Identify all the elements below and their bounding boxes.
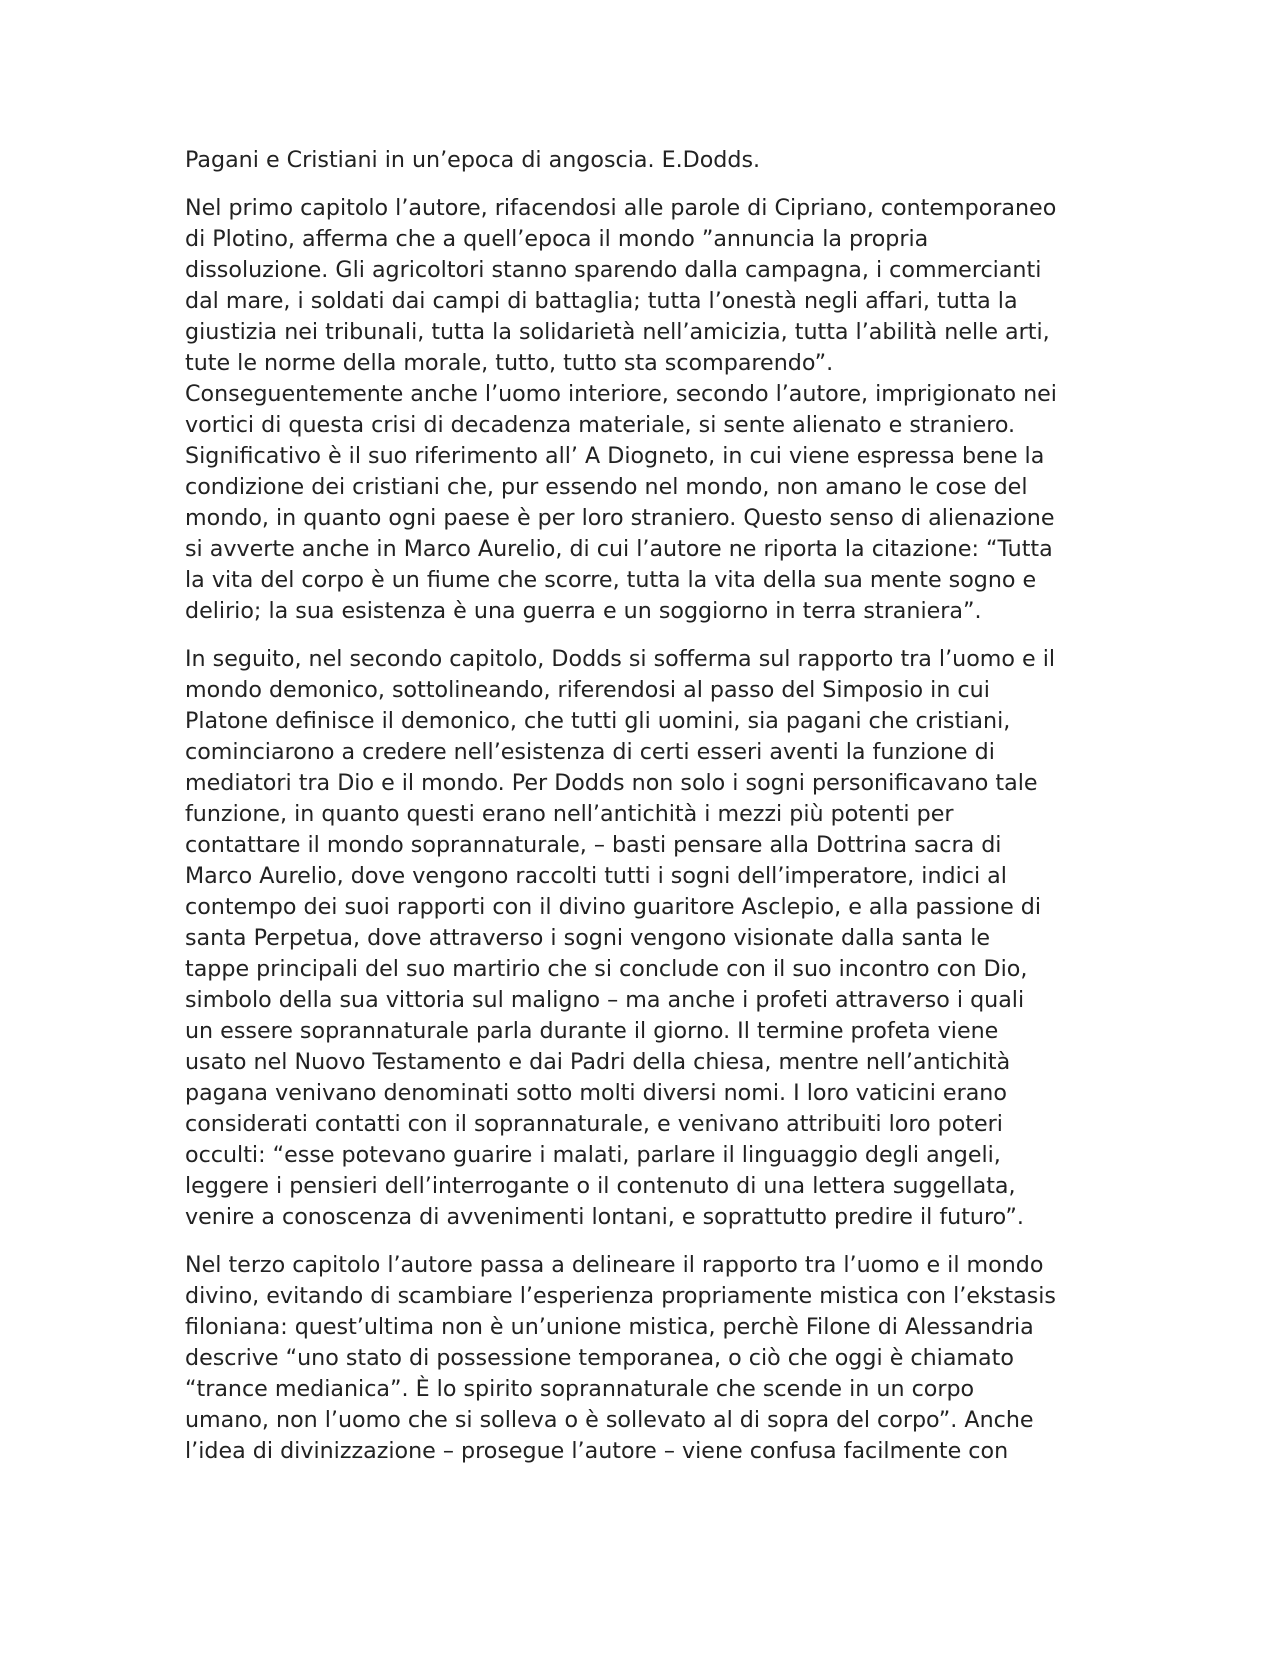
text-line: l’idea di divinizzazione – prosegue l’autore – viene confusa facilmente con bbox=[185, 1438, 1009, 1464]
text-line: occulti: “esse potevano guarire i malati, parlare il linguaggio degli angeli, bbox=[185, 1142, 1001, 1168]
text-line: dissoluzione. Gli agricoltori stanno sparendo dalla campagna, i commercianti bbox=[185, 257, 1042, 283]
text-line: umano, non l’uomo che si solleva o è sollevato al di sopra del corpo”. Anche bbox=[185, 1407, 1034, 1433]
text-line: condizione dei cristiani che, pur essendo nel mondo, non amano le cose del bbox=[185, 474, 1028, 500]
paragraphs-container bbox=[185, 193, 1100, 1467]
text-line: santa Perpetua, dove attraverso i sogni vengono visionate dalla santa le bbox=[185, 925, 991, 951]
text-line: Marco Aurelio, dove vengono raccolti tutti i sogni dell’imperatore, indici al bbox=[185, 863, 1007, 889]
text-line: descrive “uno stato di possessione temporanea, o ciò che oggi è chiamato bbox=[185, 1345, 1014, 1371]
paragraph-3 bbox=[185, 1250, 1100, 1467]
text-line: vortici di questa crisi di decadenza materiale, si sente alienato e straniero. bbox=[185, 412, 1016, 438]
text-line: si avverte anche in Marco Aurelio, di cui l’autore ne riporta la citazione: “Tutta bbox=[185, 536, 1053, 562]
text-line: Conseguentemente anche l’uomo interiore, secondo l’autore, imprigionato nei bbox=[185, 381, 1057, 407]
text-line: Platone definisce il demonico, che tutti gli uomini, sia pagani che cristiani, bbox=[185, 708, 1011, 734]
paragraph-2 bbox=[185, 644, 1100, 1233]
text-line: di Plotino, afferma che a quell’epoca il mondo ”annuncia la propria bbox=[185, 226, 929, 252]
text-line: Nel primo capitolo l’autore, rifacendosi alle parole di Cipriano, contemporaneo bbox=[185, 195, 1057, 221]
text-line: mediatori tra Dio e il mondo. Per Dodds non solo i sogni personificavano tale bbox=[185, 770, 1038, 796]
text-line: simbolo della sua vittoria sul maligno – ma anche i profeti attraverso i quali bbox=[185, 987, 1025, 1013]
text-line: funzione, in quanto questi erano nell’antichità i mezzi più potenti per bbox=[185, 801, 954, 827]
document-body bbox=[185, 145, 1100, 1484]
text-line: “trance medianica”. È lo spirito soprannaturale che scende in un corpo bbox=[185, 1376, 975, 1402]
text-line: delirio; la sua esistenza è una guerra e un soggiorno in terra straniera”. bbox=[185, 598, 982, 624]
text-line: un essere soprannaturale parla durante il giorno. Il termine profeta viene bbox=[185, 1018, 999, 1044]
text-line: pagana venivano denominati sotto molti diversi nomi. I loro vaticini erano bbox=[185, 1080, 1007, 1106]
document-title: Pagani e Cristiani in un’epoca di angoscia. E.Dodds. bbox=[185, 147, 761, 173]
text-line: contempo dei suoi rapporti con il divino guaritore Asclepio, e alla passione di bbox=[185, 894, 1042, 920]
text-line: mondo, in quanto ogni paese è per loro straniero. Questo senso di alienazione bbox=[185, 505, 1055, 531]
text-line: cominciarono a credere nell’esistenza di certi esseri aventi la funzione di bbox=[185, 739, 995, 765]
text-line: usato nel Nuovo Testamento e dai Padri della chiesa, mentre nell’antichità bbox=[185, 1049, 1011, 1075]
text-line: leggere i pensieri dell’interrogante o il contenuto di una lettera suggellata, bbox=[185, 1173, 1016, 1199]
text-line: In seguito, nel secondo capitolo, Dodds si sofferma sul rapporto tra l’uomo e il bbox=[185, 646, 1056, 672]
text-line: tute le norme della morale, tutto, tutto sta scomparendo”. bbox=[185, 350, 834, 376]
text-line: la vita del corpo è un fiume che scorre, tutta la vita della sua mente sogno e bbox=[185, 567, 1037, 593]
text-line: dal mare, i soldati dai campi di battaglia; tutta l’onestà negli affari, tutta la bbox=[185, 288, 1018, 314]
text-line: mondo demonico, sottolineando, riferendosi al passo del Simposio in cui bbox=[185, 677, 990, 703]
text-line: considerati contatti con il soprannaturale, e venivano attribuiti loro poteri bbox=[185, 1111, 1003, 1137]
text-line: divino, evitando di scambiare l’esperienza propriamente mistica con l’ekstasis bbox=[185, 1283, 1056, 1309]
text-line: filoniana: quest’ultima non è un’unione mistica, perchè Filone di Alessandria bbox=[185, 1314, 1034, 1340]
text-line: venire a conoscenza di avvenimenti lontani, e soprattutto predire il futuro”. bbox=[185, 1204, 1024, 1230]
paragraph-1 bbox=[185, 193, 1100, 627]
text-line: giustizia nei tribunali, tutta la solidarietà nell’amicizia, tutta l’abilità nelle arti, bbox=[185, 319, 1050, 345]
text-line: Nel terzo capitolo l’autore passa a delineare il rapporto tra l’uomo e il mondo bbox=[185, 1252, 1044, 1278]
text-line: contattare il mondo soprannaturale, – basti pensare alla Dottrina sacra di bbox=[185, 832, 1002, 858]
text-line: Significativo è il suo riferimento all’ A Diogneto, in cui viene espressa bene la bbox=[185, 443, 1045, 469]
text-line: tappe principali del suo martirio che si conclude con il suo incontro con Dio, bbox=[185, 956, 1028, 982]
